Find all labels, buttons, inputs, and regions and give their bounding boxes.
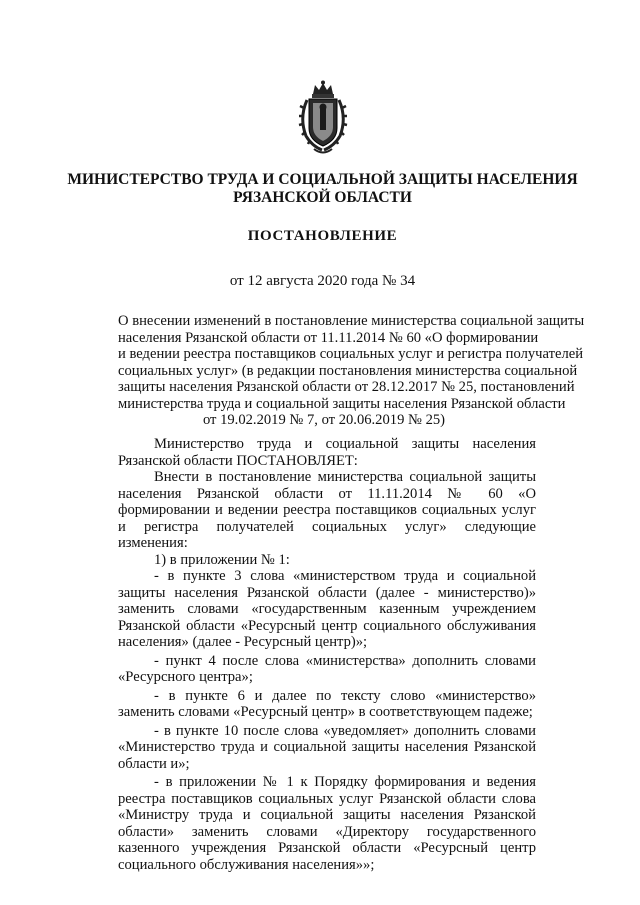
subject-line: населения Рязанской области от 11.11.2014 № 60 «О формировании <box>118 329 539 346</box>
subject-line: социальных услуг» (в редакции постановления министерства социальной <box>118 362 578 379</box>
subject-line: от 19.02.2019 № 7, от 20.06.2019 № 25) <box>202 412 446 428</box>
document-subject <box>118 313 585 429</box>
subject-line: О внесении изменений в постановление министерства социальной защиты <box>118 313 585 329</box>
body-paragraph: Внести в постановление министерства социальной защиты населения Рязанской области от 11.11.2014 № 60 «О формировании и ведении реестра поставщиков социальных услуг и регистра получателей социальных услуг» следующие изменения: <box>118 469 536 551</box>
body-paragraph: 1) в приложении № 1: <box>154 551 290 568</box>
body-paragraph: - в пункте 10 после слова «уведомляет» дополнить словами «Министерство труда и социальной защиты населения Рязанской области и»; <box>118 722 536 772</box>
ministry-title-line2: РЯЗАНСКОЙ ОБЛАСТИ <box>233 189 412 206</box>
ministry-title-line1: МИНИСТЕРСТВО ТРУДА И СОЦИАЛЬНОЙ ЗАЩИТЫ НАСЕЛЕНИЯ <box>67 171 578 188</box>
subject-line: защиты населения Рязанской области от 28.12.2017 № 25, постановлений <box>118 379 575 395</box>
subject-line: и ведении реестра поставщиков социальных услуг и регистра получателей <box>118 346 584 362</box>
date-number: от 12 августа 2020 года № 34 <box>229 273 416 289</box>
document-type: ПОСТАНОВЛЕНИЕ <box>247 228 398 244</box>
document-body <box>118 436 536 873</box>
body-paragraph: - пункт 4 после слова «министерства» дополнить словами «Ресурсного центра»; <box>118 652 536 685</box>
body-paragraph: Министерство труда и социальной защиты населения Рязанской области ПОСТАНОВЛЯЕТ: <box>118 436 536 469</box>
body-paragraph: - в пункте 6 и далее по тексту слово «министерство» заменить словами «Ресурсный центр» в соответствующем падеже; <box>118 687 536 720</box>
coat-of-arms-icon <box>296 80 350 156</box>
ministry-title <box>60 171 585 207</box>
body-paragraph: - в пункте 3 слова «министерством труда и социальной защиты населения Рязанской области (далее - министерство)» заменить словами «государственным казенным учреждением Рязанской области «Ресурсный центр социального обслуживания населения» (далее - Ресурсный центр)»; <box>118 568 536 650</box>
body-paragraph: - в приложении № 1 к Порядку формирования и ведения реестра поставщиков социальных услуг Рязанской области слова «Министру труда и социальной защиты населения Рязанской области» заменить словами «Директору государственного казенного учреждения Рязанской области «Ресурсный центр социального обслуживания населения»»; <box>118 774 536 873</box>
subject-line: министерства труда и социальной защиты населения Рязанской области <box>118 395 566 412</box>
